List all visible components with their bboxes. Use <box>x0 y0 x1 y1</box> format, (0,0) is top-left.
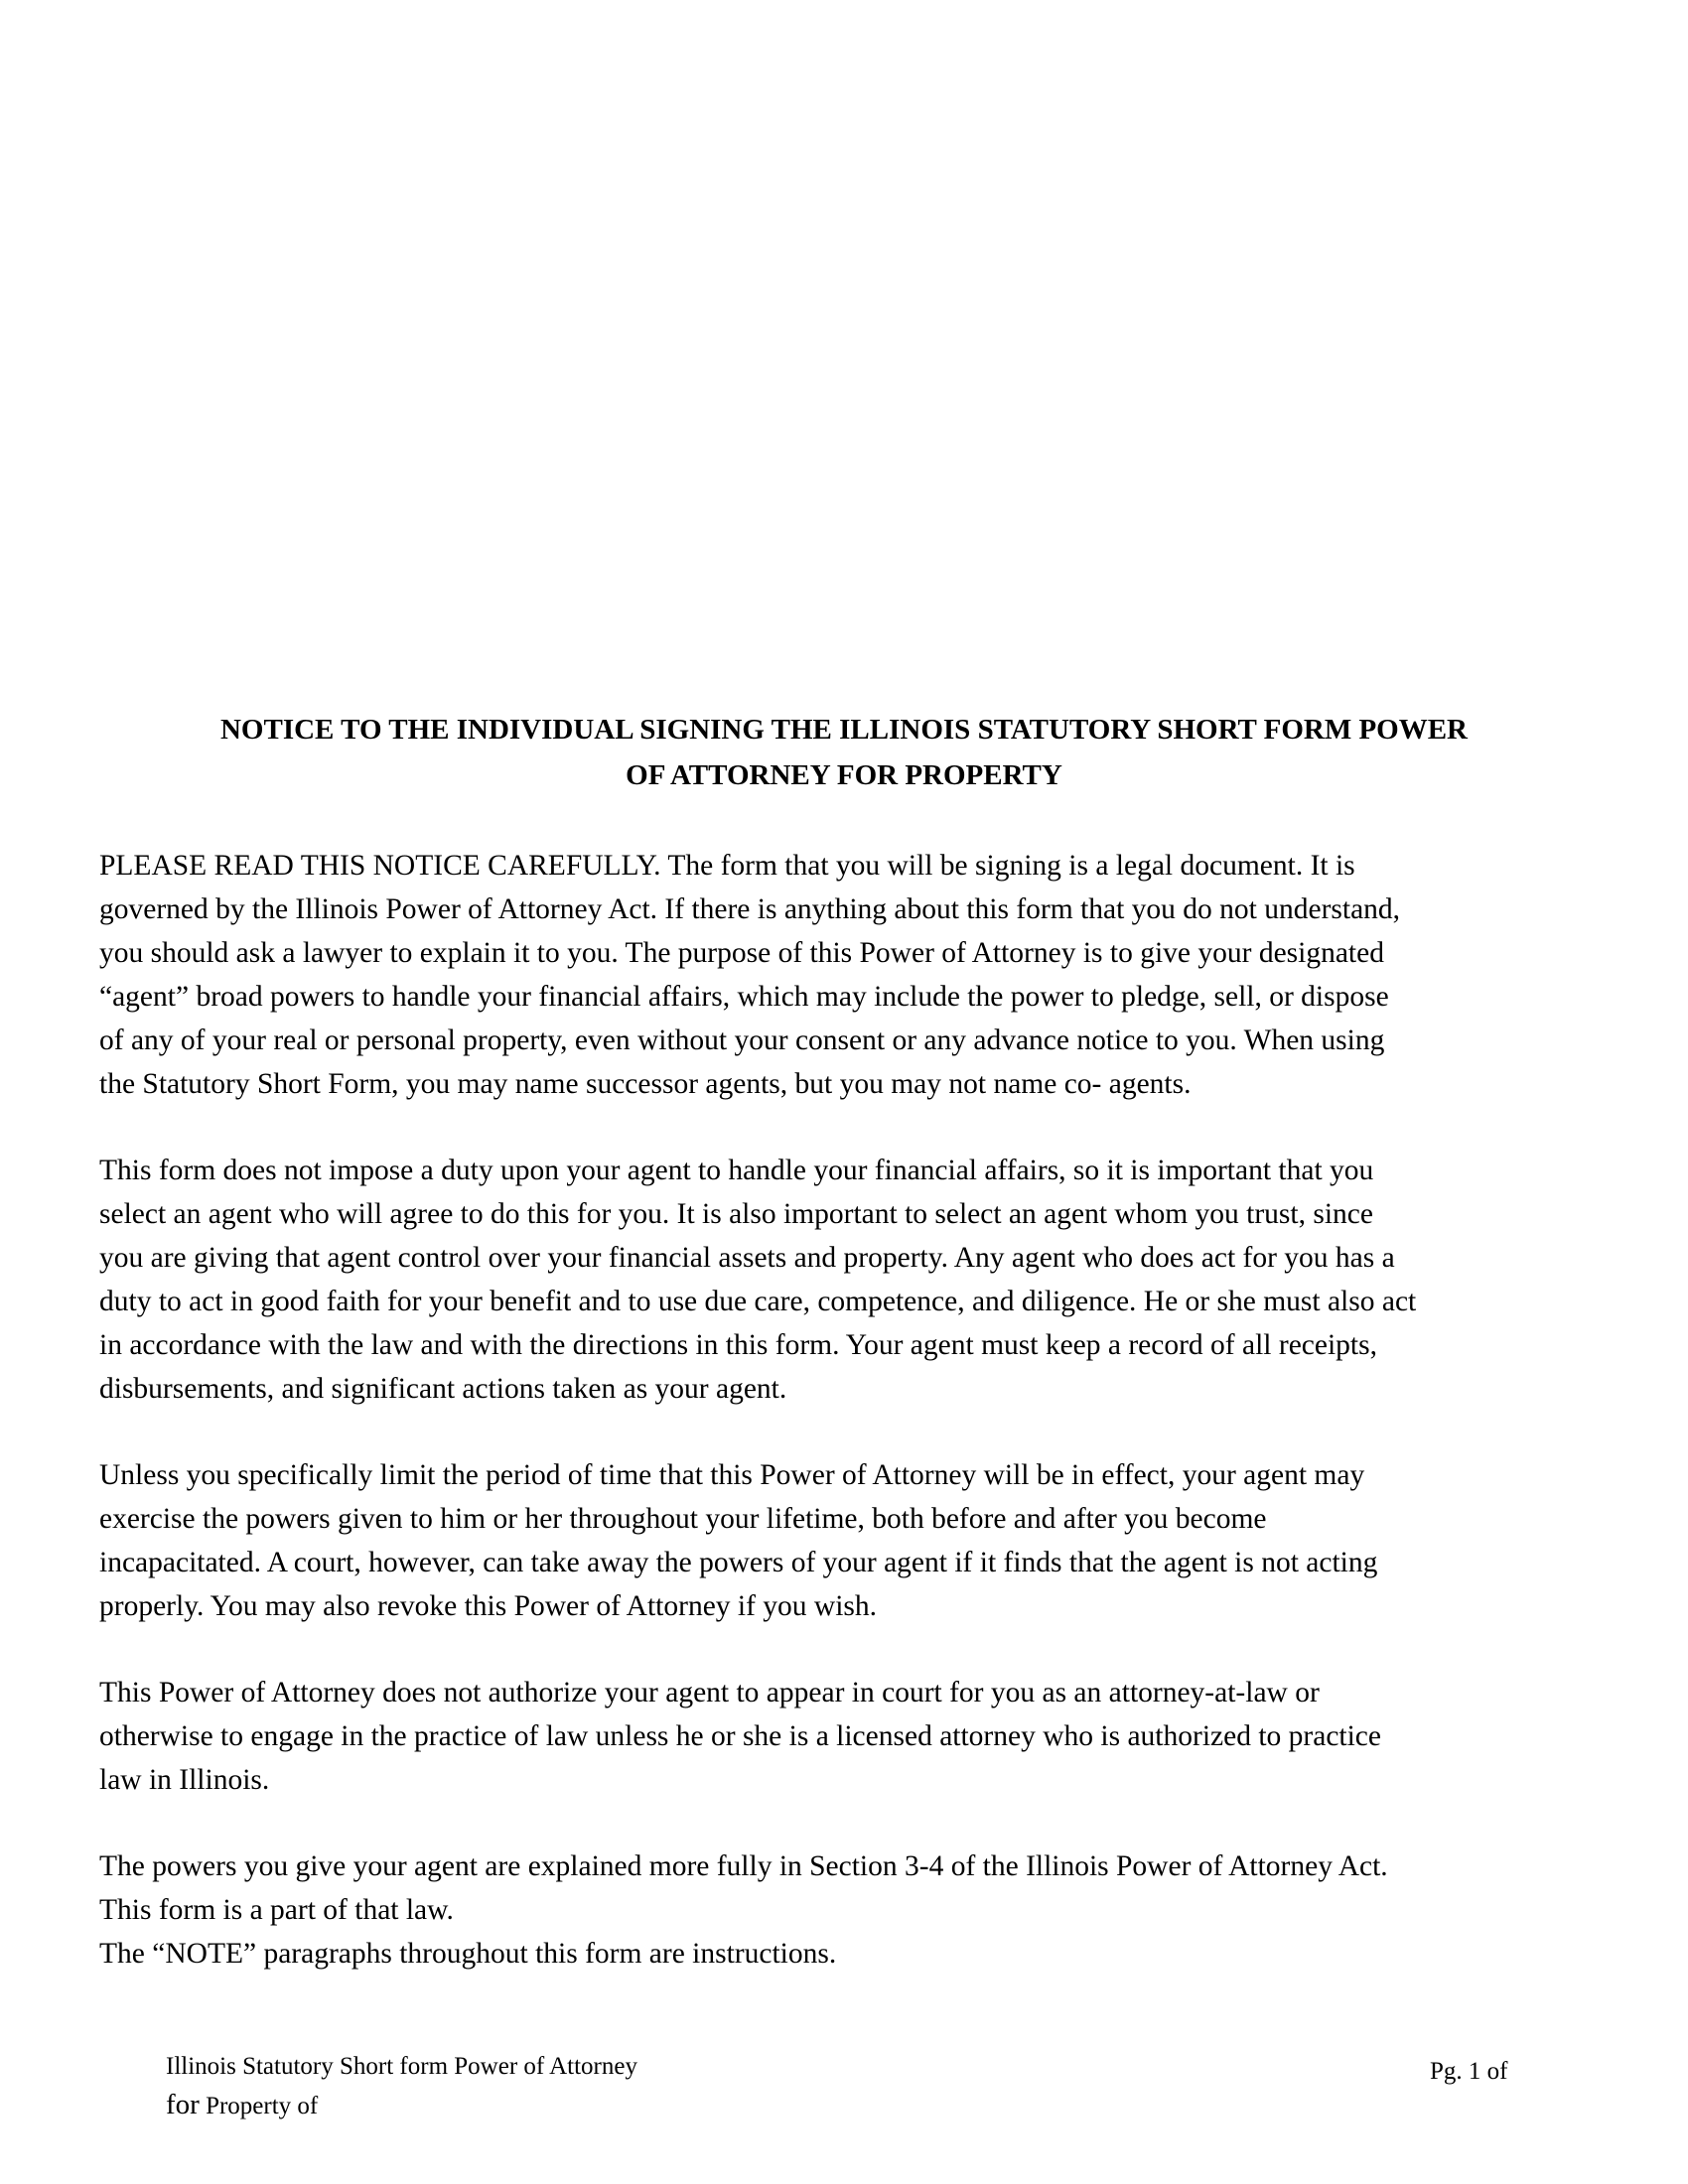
paragraph-line: PLEASE READ THIS NOTICE CAREFULLY. The form that you will be signing is a legal document. It is <box>99 850 1355 882</box>
paragraph-powers-explained <box>99 1844 1609 1976</box>
paragraph-line: you should ask a lawyer to explain it to you. The purpose of this Power of Attorney is to give your designated <box>99 937 1384 969</box>
paragraph-line: otherwise to engage in the practice of law unless he or she is a licensed attorney who is authorized to practice <box>99 1720 1381 1752</box>
footer-property-of: Property of <box>199 2093 319 2119</box>
footer-for-word: for <box>166 2089 200 2120</box>
paragraph-read-notice <box>99 844 1609 1106</box>
paragraph-line: governed by the Illinois Power of Attorney Act. If there is anything about this form that you do not understand, <box>99 893 1401 925</box>
paragraph-line: The powers you give your agent are explained more fully in Section 3-4 of the Illinois Power of Attorney Act. <box>99 1850 1388 1882</box>
footer-line: Illinois Statutory Short form Power of Attorney <box>166 2053 637 2080</box>
paragraph-line: incapacitated. A court, however, can take away the powers of your agent if it finds that the agent is not acting <box>99 1547 1378 1578</box>
paragraph-line: duty to act in good faith for your benefit and to use due care, competence, and diligence. He or she must also act <box>99 1286 1417 1317</box>
paragraph-line: This form is a part of that law. <box>99 1894 454 1926</box>
paragraph-duration <box>99 1453 1609 1628</box>
paragraph-line: law in Illinois. <box>99 1764 270 1796</box>
paragraph-line: exercise the powers given to him or her throughout your lifetime, both before and after you become <box>99 1503 1267 1535</box>
paragraph-line: you are giving that agent control over your financial assets and property. Any agent who does act for you has a <box>99 1242 1395 1274</box>
paragraph-line: Unless you specifically limit the period of time that this Power of Attorney will be in effect, your agent may <box>99 1459 1365 1491</box>
paragraph-line: The “NOTE” paragraphs throughout this form are instructions. <box>99 1938 837 1970</box>
notice-title <box>99 707 1589 798</box>
title-line: NOTICE TO THE INDIVIDUAL SIGNING THE ILLINOIS STATUTORY SHORT FORM POWER <box>219 714 1469 746</box>
paragraph-agent-duty <box>99 1149 1609 1411</box>
footer-form-name <box>166 2048 637 2125</box>
paragraph-line: the Statutory Short Form, you may name successor agents, but you may not name co- agents. <box>99 1068 1192 1100</box>
footer-line <box>166 2086 637 2125</box>
title-line: OF ATTORNEY FOR PROPERTY <box>626 759 1062 791</box>
paragraph-line: disbursements, and significant actions taken as your agent. <box>99 1373 787 1405</box>
paragraph-line: This Power of Attorney does not authorize your agent to appear in court for you as an attorney-at-law or <box>99 1677 1320 1708</box>
notice-body <box>99 844 1609 1976</box>
paragraph-no-law-practice <box>99 1671 1609 1802</box>
paragraph-line: “agent” broad powers to handle your financial affairs, which may include the power to pledge, sell, or dispose <box>99 981 1389 1013</box>
paragraph-line: properly. You may also revoke this Power of Attorney if you wish. <box>99 1590 878 1622</box>
paragraph-line: in accordance with the law and with the directions in this form. Your agent must keep a record of all receipts, <box>99 1329 1377 1361</box>
paragraph-line: This form does not impose a duty upon your agent to handle your financial affairs, so it is important that you <box>99 1155 1374 1186</box>
paragraph-line: select an agent who will agree to do this for you. It is also important to select an agent whom you trust, since <box>99 1198 1373 1230</box>
page-number: Pg. 1 of <box>1430 2058 1508 2085</box>
paragraph-line: of any of your real or personal property, even without your consent or any advance notice to you. When using <box>99 1024 1385 1056</box>
